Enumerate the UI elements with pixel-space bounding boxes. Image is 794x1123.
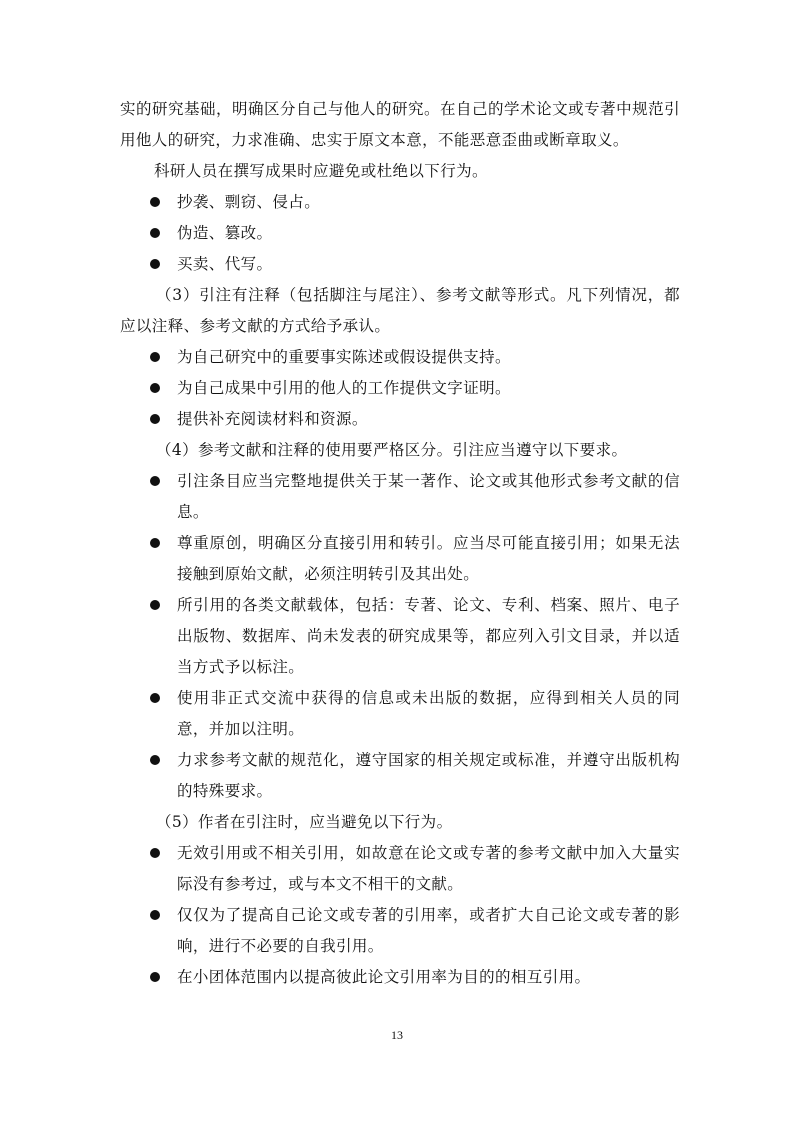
list-item bbox=[120, 404, 680, 435]
paragraph: （5）作者在引注时，应当避免以下行为。 bbox=[156, 813, 453, 831]
list-item bbox=[120, 466, 680, 528]
bullet-icon bbox=[150, 538, 160, 548]
list-item-text: 力求参考文献的规范化，遵守国家的相关规定或标准，并遵守出版机构的特殊要求。 bbox=[177, 751, 680, 800]
list-item-text: 伪造、篡改。 bbox=[177, 224, 273, 242]
list-item-text: 所引用的各类文献载体，包括：专著、论文、专利、档案、照片、电子出版物、数据库、尚未发表的研究成果等，都应列入引文目录，并以适当方式予以标注。 bbox=[177, 596, 680, 676]
list-item bbox=[120, 528, 680, 590]
list-item-text: 为自己研究中的重要事实陈述或假设提供支持。 bbox=[177, 348, 511, 366]
list-item bbox=[120, 342, 680, 373]
list-item bbox=[120, 218, 680, 249]
list-item-text: 使用非正式交流中获得的信息或未出版的数据，应得到相关人员的同意，并加以注明。 bbox=[177, 689, 680, 738]
list-item-text: 为自己成果中引用的他人的工作提供文字证明。 bbox=[177, 379, 511, 397]
bullet-icon bbox=[150, 197, 160, 207]
list-item bbox=[120, 249, 680, 280]
list-item bbox=[120, 187, 680, 218]
bullet-icon bbox=[150, 414, 160, 424]
body-text bbox=[120, 94, 680, 993]
list-item bbox=[120, 590, 680, 683]
list-item bbox=[120, 900, 680, 962]
list-item bbox=[120, 373, 680, 404]
paragraph: （4）参考文献和注释的使用要严格区分。引注应当遵守以下要求。 bbox=[156, 441, 628, 459]
page-number: 13 bbox=[391, 1028, 403, 1042]
bullet-icon bbox=[150, 693, 160, 703]
list-item-text: 仅仅为了提高自己论文或专著的引用率，或者扩大自己论文或专著的影响，进行不必要的自我引用。 bbox=[177, 906, 680, 955]
paragraph: 实的研究基础，明确区分自己与他人的研究。在自己的学术论文或专著中规范引用他人的研究，力求准确、忠实于原文本意，不能恶意歪曲或断章取义。 bbox=[120, 100, 680, 149]
bullet-icon bbox=[150, 848, 160, 858]
paragraph: （3）引注有注释（包括脚注与尾注）、参考文献等形式。凡下列情况，都应以注释、参考文献的方式给予承认。 bbox=[120, 286, 680, 335]
bullet-icon bbox=[150, 910, 160, 920]
list-item-text: 提供补充阅读材料和资源。 bbox=[177, 410, 368, 428]
bullet-icon bbox=[150, 228, 160, 238]
list-item-text: 尊重原创，明确区分直接引用和转引。应当尽可能直接引用；如果无法接触到原始文献，必须注明转引及其出处。 bbox=[177, 534, 680, 583]
bullet-icon bbox=[150, 383, 160, 393]
list-item-text: 在小团体范围内以提高彼此论文引用率为目的的相互引用。 bbox=[177, 968, 591, 986]
list-item bbox=[120, 683, 680, 745]
bullet-icon bbox=[150, 259, 160, 269]
paragraph: 科研人员在撰写成果时应避免或杜绝以下行为。 bbox=[154, 162, 488, 180]
bullet-icon bbox=[150, 476, 160, 486]
list-item bbox=[120, 745, 680, 807]
list-item bbox=[120, 962, 680, 993]
list-item-text: 引注条目应当完整地提供关于某一著作、论文或其他形式参考文献的信息。 bbox=[177, 472, 680, 521]
list-item bbox=[120, 838, 680, 900]
bullet-icon bbox=[150, 755, 160, 765]
list-item-text: 买卖、代写。 bbox=[177, 255, 273, 273]
bullet-icon bbox=[150, 600, 160, 610]
bullet-icon bbox=[150, 352, 160, 362]
list-item-text: 无效引用或不相关引用，如故意在论文或专著的参考文献中加入大量实际没有参考过，或与本文不相干的文献。 bbox=[177, 844, 680, 893]
list-item-text: 抄袭、剽窃、侵占。 bbox=[177, 193, 321, 211]
bullet-icon bbox=[150, 972, 160, 982]
